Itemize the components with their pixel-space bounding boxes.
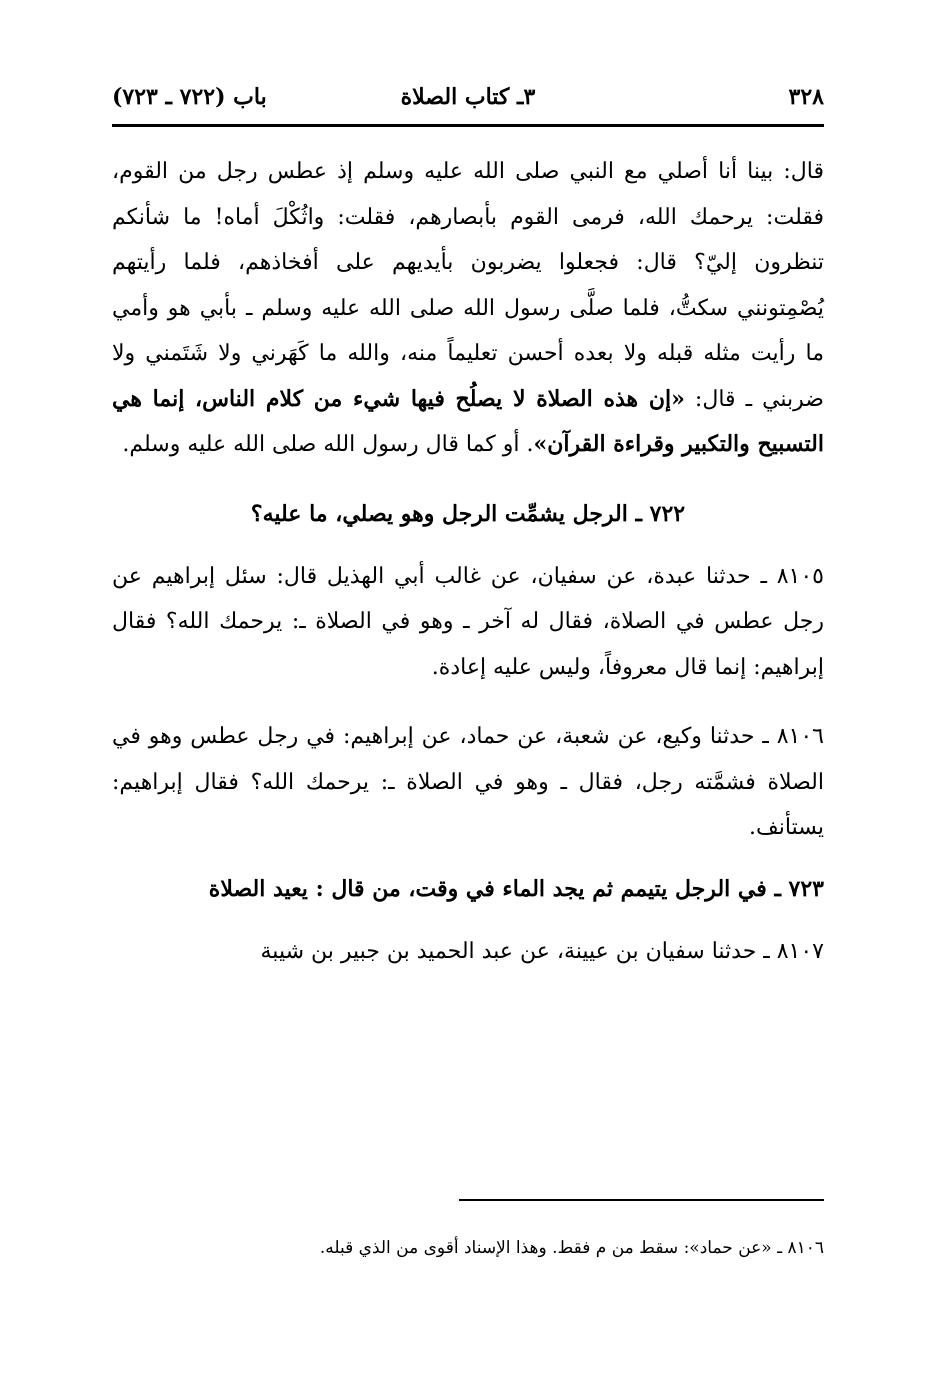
section-heading-723: ٧٢٣ ـ في الرجل يتيمم ثم يجد الماء في وقت، من قال : يعيد الصلاة bbox=[208, 875, 824, 902]
hadith-8107: ٨١٠٧ ـ حدثنا سفيان بن عيينة، عن عبد الحميد بن جبير بن شيبة bbox=[260, 938, 824, 964]
hadith-text-b: . أو كما قال رسول الله صلى الله عليه وسلم. bbox=[122, 432, 534, 457]
chapter-range: باب (٧٢٢ ـ ٧٢٣) bbox=[112, 84, 267, 110]
book-title: ٣ـ كتاب الصلاة bbox=[400, 84, 536, 110]
hadith-text-a: قال: بينا أنا أصلي مع النبي صلى الله عليه وسلم إذ عطس رجل من القوم، فقلت: يرحمك الله، فرمى القوم بأبصارهم، فقلت: واثُكْلَ أماه! ما شأنكم تنظرون إليّ؟ قال: فجعلوا يضربون بأيديهم على أفخاذهم، فلما رأيتهم يُصْمِتونني سكتُّ، فلما صلَّى رسول الله صلى الله عليه وسلم ـ بأبي هو وأمي ما رأيت مثله قبله ولا بعده أحسن تعليماً منه، والله ما كَهَرني ولا شَتَمني ولا ضربني ـ قال: bbox=[112, 159, 824, 412]
footnote: ٨١٠٦ ـ «عن حماد»: سقط من م فقط. وهذا الإسناد أقوى من الذي قبله. bbox=[319, 1238, 824, 1258]
footnote-rule bbox=[459, 1199, 824, 1201]
section-heading-722: ٧٢٢ ـ الرجل يشمِّت الرجل وهو يصلي، ما عليه؟ bbox=[250, 500, 686, 527]
hadith-quote: «إن هذه الصلاة لا يصلُح فيها شيء من كلام الناس، إنما هي التسبيح والتكبير وقراءة القرآن» bbox=[112, 385, 824, 457]
hadith-8106: ٨١٠٦ ـ حدثنا وكيع، عن شعبة، عن حماد، عن إبراهيم: في رجل عطس وهو في الصلاة فشمَّته رجل، فقال ـ وهو في الصلاة ـ: يرحمك الله؟ فقال إبراهيم: يستأنف. bbox=[112, 724, 824, 840]
running-header bbox=[112, 78, 824, 122]
page-number: ٣٢٨ bbox=[788, 84, 824, 110]
hadith-8105: ٨١٠٥ ـ حدثنا عبدة، عن سفيان، عن غالب أبي الهذيل قال: سئل إبراهيم عن رجل عطس في الصلاة، فقال له آخر ـ وهو في الصلاة ـ: يرحمك الله؟ فقال إبراهيم: إنما قال معروفاً، وليس عليه إعادة. bbox=[112, 563, 824, 680]
page-body bbox=[112, 78, 824, 974]
header-rule bbox=[112, 124, 824, 127]
hadith-paragraph bbox=[112, 149, 824, 468]
